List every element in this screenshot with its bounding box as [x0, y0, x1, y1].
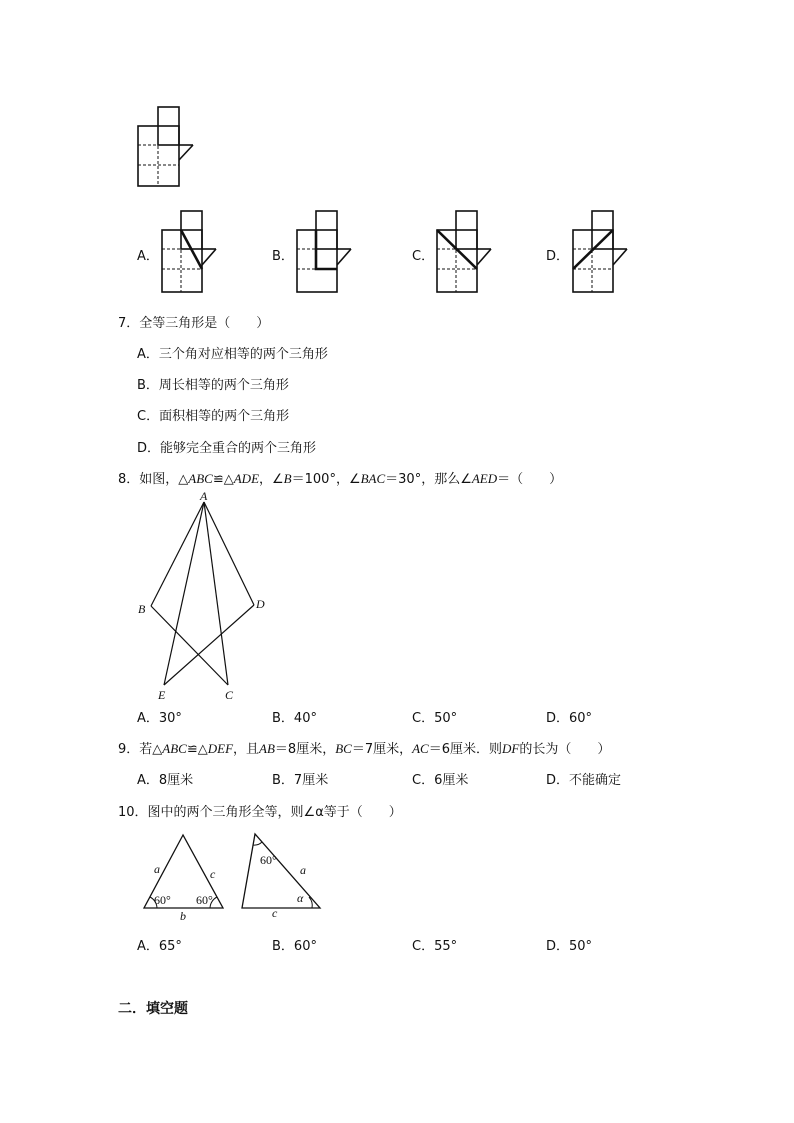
q10-option-b: B．60° [272, 939, 317, 954]
q10-fig1-side-b: b [180, 909, 186, 923]
q8-label-c: C [225, 688, 234, 702]
q6-option-a-label: A． [137, 249, 159, 264]
q8-option-c: C．50° [412, 711, 458, 726]
q6-option-d-figure [566, 205, 636, 300]
q8-label-a: A [200, 489, 208, 503]
q10-fig1-angle-1: 60° [154, 893, 171, 907]
q8-figure [130, 485, 280, 705]
q9-option-c: C．6厘米 [412, 773, 469, 788]
q10-stem: 10．图中的两个三角形全等，则∠α等于（ ） [118, 805, 402, 820]
q8-option-a: A．30° [137, 711, 182, 726]
q6-option-c-figure [430, 205, 500, 300]
q7-option-d: D．能够完全重合的两个三角形 [137, 441, 317, 456]
q10-fig2-side-c: c [272, 906, 278, 920]
q6-option-b-label: B． [272, 249, 294, 264]
q9-option-d: D．不能确定 [546, 773, 622, 788]
q7-stem: 7．全等三角形是（ ） [118, 316, 270, 331]
q9-stem: 9．若△ABC≌△DEF，且AB＝8厘米，BC＝7厘米，AC＝6厘米．则DF的长为（ ） [118, 741, 611, 757]
q10-fig2-alpha: α [297, 891, 304, 905]
q9-option-b: B．7厘米 [272, 773, 329, 788]
q6-option-a-figure [156, 205, 226, 300]
q6-option-d-label: D． [546, 249, 570, 264]
q10-fig1-side-c: c [210, 867, 216, 881]
q10-option-d: D．50° [546, 939, 593, 954]
q7-option-a: A．三个角对应相等的两个三角形 [137, 347, 328, 362]
q8-label-e: E [158, 688, 166, 702]
q8-option-b: B．40° [272, 711, 317, 726]
q6-main-figure [130, 100, 210, 195]
q10-fig1-side-a: a [154, 862, 160, 876]
q8-option-d: D．60° [546, 711, 593, 726]
q10-figure-1 [138, 828, 233, 923]
q8-label-b: B [138, 602, 146, 616]
q6-option-b-figure [290, 205, 360, 300]
q8-stem: 8．如图，△ABC≌△ADE，∠B＝100°，∠BAC＝30°，那么∠AED＝（ ） [118, 471, 563, 487]
q6-option-c-label: C． [412, 249, 435, 264]
q10-fig1-angle-2: 60° [196, 893, 213, 907]
q10-option-c: C．55° [412, 939, 458, 954]
q10-figure-2 [236, 828, 331, 923]
q7-option-c: C．面积相等的两个三角形 [137, 409, 290, 424]
q10-fig2-side-a: a [300, 863, 306, 877]
q8-label-d: D [256, 597, 265, 611]
q7-option-b: B．周长相等的两个三角形 [137, 378, 289, 393]
q10-fig2-angle: 60° [260, 853, 277, 867]
q9-option-a: A．8厘米 [137, 773, 194, 788]
section-heading: 二．填空题 [118, 1001, 188, 1017]
q10-option-a: A．65° [137, 939, 182, 954]
